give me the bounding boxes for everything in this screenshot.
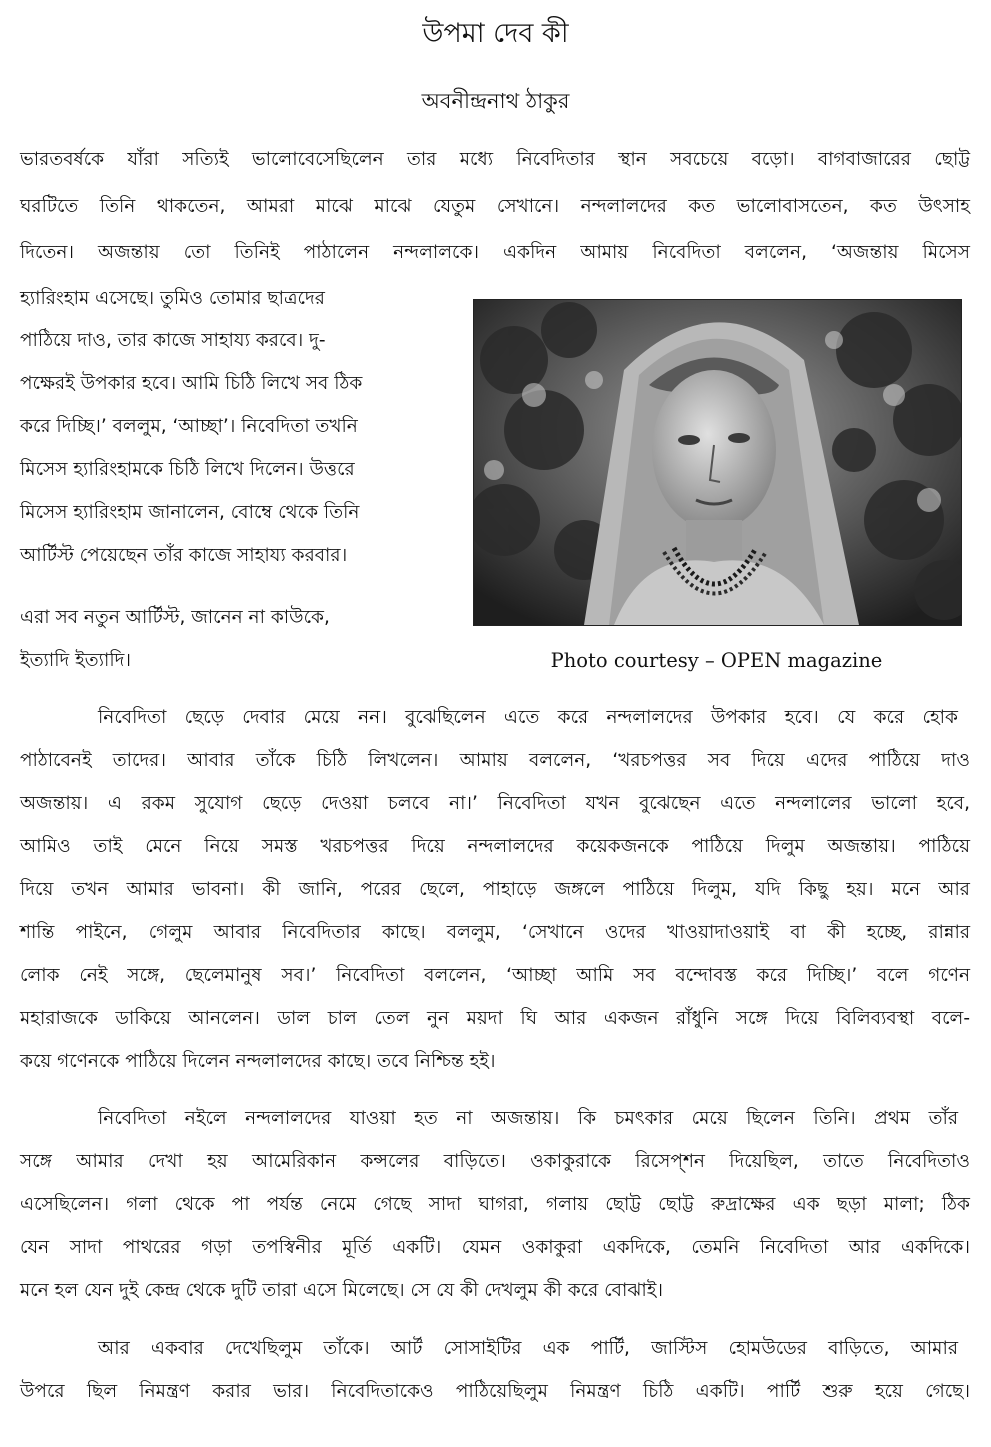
- photo-caption: Photo courtesy – OPEN magazine: [550, 649, 883, 672]
- paragraph-line: যেন সাদা পাথরের গড়া তপস্বিনীর মূর্তি একটি। যেমন ওকাকুরা একদিকে, তেমনি নিবেদিতা আর একদিকে।: [20, 1237, 970, 1258]
- paragraph-line: দিয়ে তখন আমার ভাবনা। কী জানি, পরের ছেলে, পাহাড়ে জঙ্গলে পাঠিয়ে দিলুম, যদি কিছু হয়। মনে আর: [20, 879, 970, 900]
- page-title: উপমা দেব কী: [422, 18, 569, 49]
- paragraph-line: শান্তি পাইনে, গেলুম আবার নিবেদিতার কাছে। বললুম, ‘সেখানে ওদের খাওয়াদাওয়াই বা কী হচ্ছে, রান্নার: [20, 922, 970, 943]
- paragraph-line: আর্টিস্ট পেয়েছেন তাঁর কাজে সাহায্য করবার।: [20, 545, 348, 566]
- paragraph-line: নিবেদিতা ছেড়ে দেবার মেয়ে নন। বুঝেছিলেন এতে করে নন্দলালদের উপকার হবে। যে করে হোক: [98, 707, 958, 728]
- paragraph-line: মিসেস হ্যারিংহামকে চিঠি লিখে দিলেন। উত্তরে: [20, 459, 355, 480]
- paragraph-line: মিসেস হ্যারিংহাম জানালেন, বোম্বে থেকে তিনি: [20, 502, 360, 523]
- paragraph-line: ঘরটিতে তিনি থাকতেন, আমরা মাঝে মাঝে যেতুম সেখানে। নন্দলালদের কত ভালোবাসতেন, কত উৎসাহ: [20, 196, 970, 217]
- paragraph-line: ভারতবর্ষকে যাঁরা সত্যিই ভালোবেসেছিলেন তার মধ্যে নিবেদিতার স্থান সবচেয়ে বড়ো। বাগবাজারের ছোট্ট: [20, 149, 970, 170]
- paragraph-line: মহারাজকে ডাকিয়ে আনলেন। ডাল চাল তেল নুন ময়দা ঘি আর একজন রাঁধুনি সঙ্গে দিয়ে বিলিব্যবস্থা বলে-: [20, 1008, 970, 1029]
- portrait-photo: [473, 299, 962, 626]
- paragraph-line: পাঠিয়ে দাও, তার কাজে সাহায্য করবে। দু-: [20, 330, 326, 351]
- paragraph-line: আমিও তাই মেনে নিয়ে সমস্ত খরচপত্তর দিয়ে নন্দলালদের কয়েকজনকে পাঠিয়ে দিলুম অজন্তায়। পাঠিয়ে: [20, 836, 970, 857]
- paragraph-line: মনে হল যেন দুই কেন্দ্র থেকে দুটি তারা এসে মিলেছে। সে যে কী দেখলুম কী করে বোঝাই।: [20, 1280, 663, 1301]
- paragraph-line: পাঠাবেনই তাদের। আবার তাঁকে চিঠি লিখলেন। আমায় বললেন, ‘খরচপত্তর সব দিয়ে এদের পাঠিয়ে দাও: [20, 750, 970, 771]
- paragraph-line: পক্ষেরই উপকার হবে। আমি চিঠি লিখে সব ঠিক: [20, 373, 363, 394]
- paragraph-line: অজন্তায়। এ রকম সুযোগ ছেড়ে দেওয়া চলবে না।’ নিবেদিতা যখন বুঝেছেন এতে নন্দলালের ভালো হবে,: [20, 793, 970, 814]
- paragraph-line: এসেছিলেন। গলা থেকে পা পর্যন্ত নেমে গেছে সাদা ঘাগরা, গলায় ছোট্ট ছোট্ট রুদ্রাক্ষের এক ছড়া মালা; ঠিক: [20, 1194, 970, 1215]
- paragraph-line: নিবেদিতা নইলে নন্দলালদের যাওয়া হত না অজন্তায়। কি চমৎকার মেয়ে ছিলেন তিনি। প্রথম তাঁর: [98, 1108, 958, 1129]
- paragraph-line: কয়ে গণেনকে পাঠিয়ে দিলেন নন্দলালদের কাছে। তবে নিশ্চিন্ত হই।: [20, 1051, 496, 1072]
- paragraph-line: আর একবার দেখেছিলুম তাঁকে। আর্ট সোসাইটির এক পার্টি, জাস্টিস হোমউডের বাড়িতে, আমার: [98, 1338, 958, 1359]
- paragraph-line: সঙ্গে আমার দেখা হয় আমেরিকান কন্সলের বাড়িতে। ওকাকুরাকে রিসেপ্শন দিয়েছিল, তাতে নিবেদিতাও: [20, 1151, 970, 1172]
- paragraph-line: করে দিচ্ছি।’ বললুম, ‘আচ্ছা’। নিবেদিতা তখনি: [20, 416, 358, 437]
- author-name: অবনীন্দ্রনাথ ঠাকুর: [421, 89, 570, 113]
- paragraph-line: হ্যারিংহাম এসেছে। তুমিও তোমার ছাত্রদের: [20, 288, 325, 309]
- paragraph-line: লোক নেই সঙ্গে, ছেলেমানুষ সব।’ নিবেদিতা বললেন, ‘আচ্ছা আমি সব বন্দোবস্ত করে দিচ্ছি।’ বলে গণেন: [20, 965, 970, 986]
- paragraph-line: এরা সব নতুন আর্টিস্ট, জানেন না কাউকে,: [20, 607, 330, 628]
- paragraph-line: ইত্যাদি ইত্যাদি।: [20, 650, 131, 671]
- paragraph-line: দিতেন। অজন্তায় তো তিনিই পাঠালেন নন্দলালকে। একদিন আমায় নিবেদিতা বললেন, ‘অজন্তায় মিসেস: [20, 242, 970, 263]
- paragraph-line: উপরে ছিল নিমন্ত্রণ করার ভার। নিবেদিতাকেও পাঠিয়েছিলুম নিমন্ত্রণ চিঠি একটি। পার্টি শুরু হয়ে গেছে।: [20, 1381, 970, 1402]
